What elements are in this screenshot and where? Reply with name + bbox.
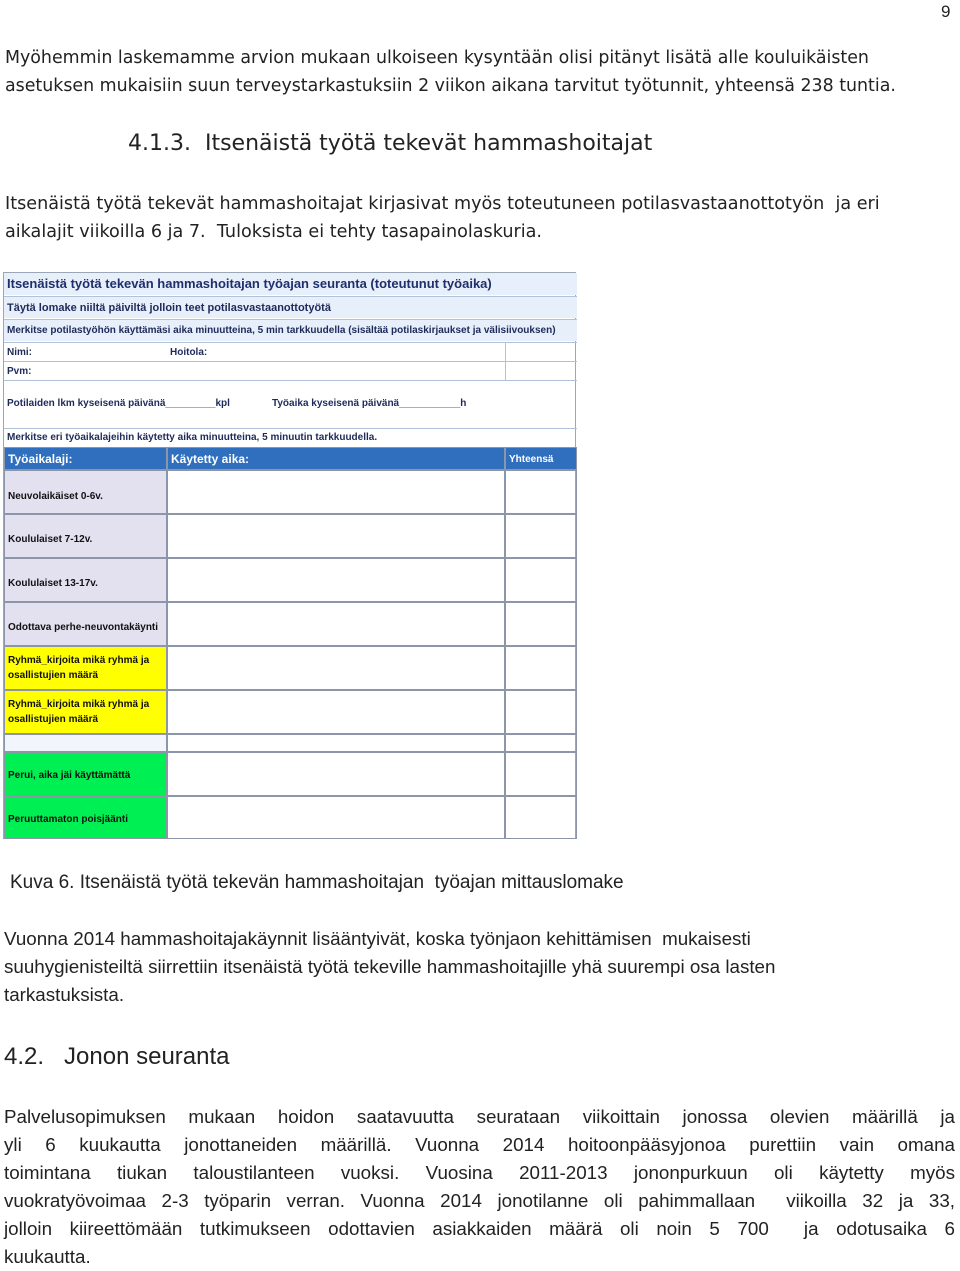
header-used-time [167, 447, 505, 470]
intro-line-1: Myöhemmin laskemamme arvion mukaan ulkoiseen kysyntään olisi pitänyt lisätä alle kouluikäisten [5, 48, 869, 68]
page-number: 9 [941, 2, 951, 21]
form-counts-row [4, 393, 577, 413]
header-used-time-label: Käytetty aika: [171, 452, 250, 466]
name-label: Nimi: [7, 347, 32, 358]
row-spacer-left [4, 734, 167, 752]
form-instruction-1: Täytä lomake niiltä päiviltä jolloin teet potilasvastaanottotyötä [7, 302, 331, 314]
form-instruction-3-row [4, 428, 577, 447]
row-label-7: Peruuttamaton poisjäänti [4, 796, 167, 839]
row-used-6 [167, 752, 505, 796]
row-used-3 [167, 602, 505, 646]
row-spacer-mid [167, 734, 505, 752]
section-heading-4-2: 4.2. Jonon seuranta [4, 1043, 230, 1070]
row-used-5 [167, 690, 505, 734]
header-total [505, 447, 577, 470]
row-spacer-right [505, 734, 577, 752]
row-total-5 [505, 690, 577, 734]
section-heading-4-1-3: 4.1.3. Itsenäistä työtä tekevät hammashoitajat [128, 131, 653, 156]
form-instruction-2-row [4, 319, 577, 341]
section-4-2-line-2: yli 6 kuukautta jonottaneiden määrillä. Vuonna 2014 hoitoonpääsyjonoa purettiin vain omana [4, 1134, 955, 1155]
row-used-0 [167, 470, 505, 514]
section-4-2-line-6: kuukautta. [4, 1246, 91, 1267]
row-label-4: Ryhmä_kirjoita mikä ryhmä ja osallistujien määrä [4, 646, 167, 690]
row-label-2: Koululaiset 13-17v. [4, 558, 167, 602]
row-total-3 [505, 602, 577, 646]
row-total-7 [505, 796, 577, 839]
para2-line-1: Vuonna 2014 hammashoitajakäynnit lisääntyivät, koska työnjaon kehittämisen mukaisesti [4, 928, 751, 949]
work-time-form-figure [3, 272, 576, 839]
section-4-1-3-line-1: Itsenäistä työtä tekevät hammashoitajat kirjasivat myös toteutuneen potilasvastaanottotyön ja eri [5, 194, 880, 214]
form-title-bar [4, 273, 577, 295]
row-label-0: Neuvolaikäiset 0-6v. [4, 470, 167, 514]
row-total-6 [505, 752, 577, 796]
row-total-4 [505, 646, 577, 690]
header-work-type [4, 447, 167, 470]
row-label-6: Perui, aika jäi käyttämättä [4, 752, 167, 796]
form-date-row [4, 361, 577, 381]
section-4-2-line-1: Palvelusopimuksen mukaan hoidon saatavuutta seurataan viikoittain jonossa olevien määrillä ja [4, 1106, 955, 1127]
section-4-2-line-5: jolloin kiireettömään tutkimukseen odottavien asiakkaiden määrä oli noin 5 700 ja odotusaika 6 [4, 1218, 955, 1239]
clinic-label: Hoitola: [170, 347, 208, 358]
header-total-label: Yhteensä [509, 454, 554, 465]
row-total-1 [505, 514, 577, 558]
section-4-2-line-3: toimintana tiukan taloustilanteen vuoksi. Vuosina 2011-2013 jononpurkuun oli käytetty myös [4, 1162, 955, 1183]
row-label-1: Koululaiset 7-12v. [4, 514, 167, 558]
intro-line-2: asetuksen mukaisiin suun terveystarkastuksiin 2 viikon aikana tarvitut työtunnit, yhteensä 238 tuntia. [5, 76, 896, 96]
row-used-2 [167, 558, 505, 602]
form-instruction-2: Merkitse potilastyöhön käyttämäsi aika minuutteina, 5 min tarkkuudella (sisältää potilaskirjaukset ja välisiivouksen) [7, 325, 556, 336]
worktime-label: Työaika kyseisenä päivänä___________h [272, 398, 467, 409]
row-total-0 [505, 470, 577, 514]
figure-caption: Kuva 6. Itsenäistä työtä tekevän hammashoitajan työajan mittauslomake [10, 872, 624, 893]
section-4-1-3-line-2: aikalajit viikoilla 6 ja 7. Tuloksista ei tehty tasapainolaskuria. [5, 222, 542, 242]
form-instruction-1-row [4, 296, 577, 318]
row-used-1 [167, 514, 505, 558]
row-label-3: Odottava perhe-neuvontakäynti [4, 602, 167, 646]
form-title: Itsenäistä työtä tekevän hammashoitajan työajan seuranta (toteutunut työaika) [7, 276, 492, 291]
row-label-5: Ryhmä_kirjoita mikä ryhmä ja osallistujien määrä [4, 690, 167, 734]
form-name-row [4, 342, 577, 361]
para2-line-2: suuhygienisteiltä siirrettiin itsenäistä työtä tekeville hammashoitajille yhä suurempi osa lasten [4, 956, 776, 977]
para2-line-3: tarkastuksista. [4, 984, 125, 1005]
date-label: Pvm: [7, 366, 32, 377]
row-used-4 [167, 646, 505, 690]
row-total-2 [505, 558, 577, 602]
header-work-type-label: Työaikalaji: [8, 452, 73, 466]
right-column-line [505, 342, 506, 381]
row-used-7 [167, 796, 505, 839]
patients-count-label: Potilaiden lkm kyseisenä päivänä_________kpl [7, 398, 230, 409]
form-instruction-3: Merkitse eri työaikalajeihin käytetty aika minuutteina, 5 minuutin tarkkuudella. [7, 432, 378, 443]
section-4-2-line-4: vuokratyövoimaa 2-3 työparin verran. Vuonna 2014 jonotilanne oli pahimmallaan viikoilla 32 ja 33, [4, 1190, 955, 1211]
